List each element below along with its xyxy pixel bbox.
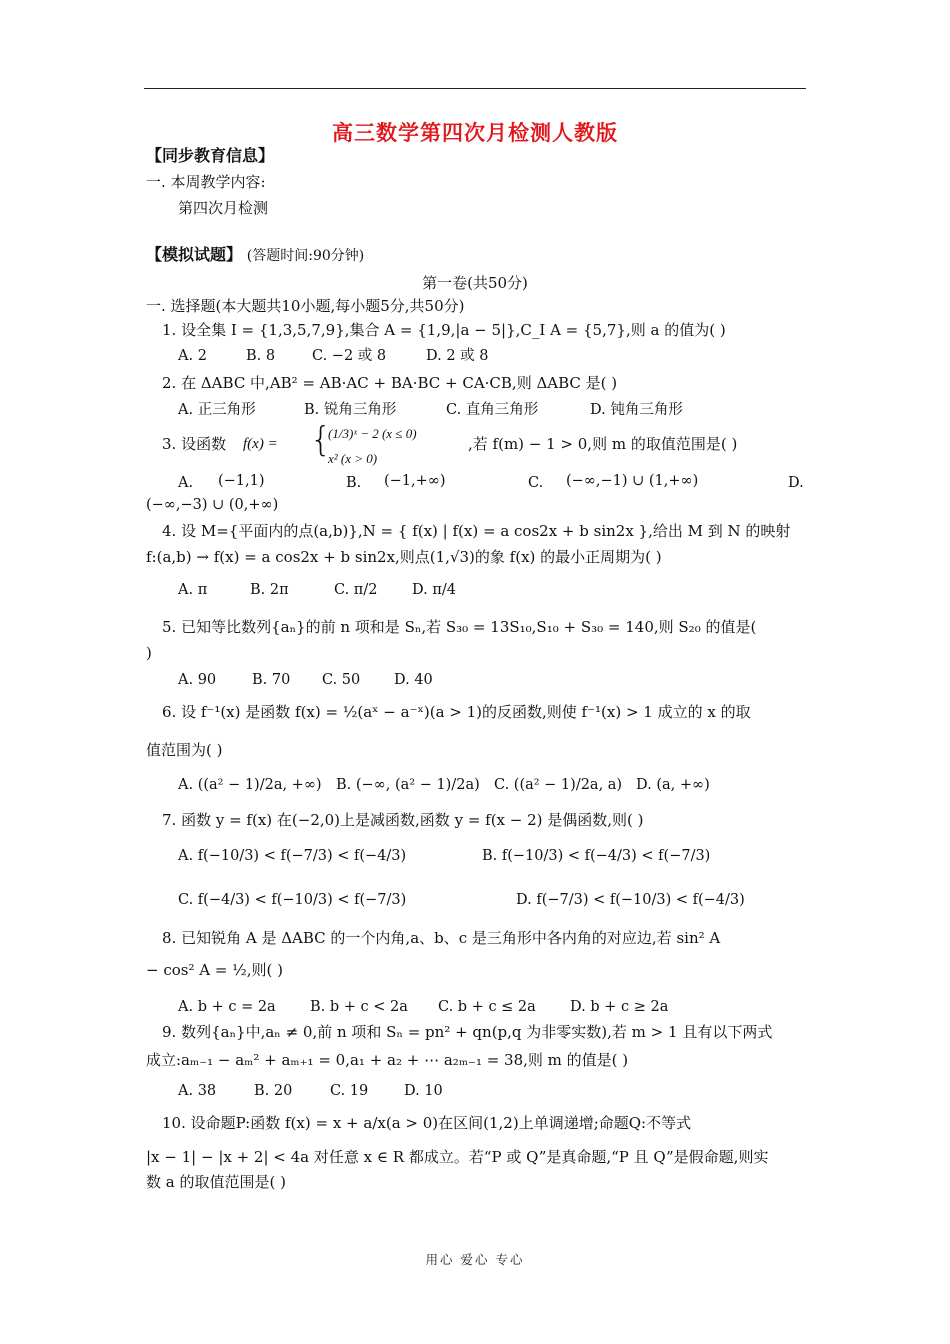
q9-option-d: D. 10: [404, 1083, 443, 1099]
q6-option-b: B. (−∞, (a² − 1)/2a): [336, 777, 480, 793]
question-8-line-1: 8. 已知锐角 A 是 ΔABC 的一个内角,a、b、c 是三角形中各内角的对应边,若 sin² A: [162, 929, 721, 947]
q6-option-a: A. ((a² − 1)/2a, +∞): [178, 777, 322, 793]
q5-option-d: D. 40: [394, 672, 433, 688]
question-5-line-1: 5. 已知等比数列{aₙ}的前 n 项和是 Sₙ,若 S₃₀ = 13S₁₀,S₁₀ + S₃₀ = 140,则 S₂₀ 的值是(: [162, 618, 757, 636]
question-1-stem: 1. 设全集 I = {1,3,5,7,9},集合 A = {1,9,|a − 5|},C_I A = {5,7},则 a 的值为( ): [162, 321, 726, 339]
q3-option-d-value: (−∞,−3) ∪ (0,+∞): [146, 497, 279, 513]
q6-option-c: C. ((a² − 1)/2a, a): [494, 777, 623, 793]
q7-option-b: B. f(−10/3) < f(−4/3) < f(−7/3): [482, 848, 711, 864]
question-4-line-2: f:(a,b) → f(x) = a cos2x + b sin2x,则点(1,√3)的象 f(x) 的最小正周期为( ): [146, 548, 662, 566]
question-3-suffix: ,若 f(m) − 1 > 0,则 m 的取值范围是( ): [468, 435, 738, 453]
q1-option-d: D. 2 或 8: [426, 348, 489, 364]
q4-option-a: A. π: [178, 582, 208, 598]
q3-option-c-label: C.: [528, 475, 544, 491]
question-5-line-2: ): [146, 644, 152, 662]
question-2-stem: 2. 在 ΔABC 中,AB² = AB·AC + BA·BC + CA·CB,则 ΔABC 是( ): [162, 374, 618, 392]
q7-option-c: C. f(−4/3) < f(−10/3) < f(−7/3): [178, 892, 407, 908]
question-3-prefix: 3. 设函数: [162, 435, 227, 453]
q6-option-d: D. (a, +∞): [636, 777, 710, 793]
exam-time-note: (答题时间:90分钟): [246, 248, 365, 264]
q9-option-c: C. 19: [330, 1083, 369, 1099]
q9-option-b: B. 20: [254, 1083, 293, 1099]
q1-option-c: C. −2 或 8: [312, 348, 387, 364]
q2-option-b: B. 锐角三角形: [304, 402, 397, 418]
q5-option-a: A. 90: [178, 672, 217, 688]
q8-option-d: D. b + c ≥ 2a: [570, 999, 669, 1015]
question-9-line-2: 成立:aₘ₋₁ − aₘ² + aₘ₊₁ = 0,a₁ + a₂ + ⋯ a₂ₘ₋₁ = 38,则 m 的值是( ): [146, 1051, 629, 1069]
q8-option-a: A. b + c = 2a: [178, 999, 276, 1015]
q5-option-b: B. 70: [252, 672, 291, 688]
q4-option-b: B. 2π: [250, 582, 289, 598]
q4-option-c: C. π/2: [334, 582, 378, 598]
header-rule: [144, 88, 806, 89]
q3-function-name: f(x) =: [243, 436, 278, 452]
section-heading-sync: 【同步教育信息】: [146, 146, 275, 165]
teaching-content-item: 一. 本周教学内容:: [146, 173, 266, 191]
q2-option-c: C. 直角三角形: [446, 402, 539, 418]
question-10-line-1: 10. 设命题P:函数 f(x) = x + a/x(a > 0)在区间(1,2)上单调递增;命题Q:不等式: [162, 1114, 692, 1132]
q7-option-a: A. f(−10/3) < f(−7/3) < f(−4/3): [178, 848, 407, 864]
q7-option-d: D. f(−7/3) < f(−10/3) < f(−4/3): [516, 892, 745, 908]
teaching-content-text: 第四次月检测: [178, 199, 269, 217]
q4-option-d: D. π/4: [412, 582, 456, 598]
volume-title: 第一卷(共50分): [422, 274, 528, 292]
q3-option-d-label: D.: [788, 475, 804, 491]
q8-option-c: C. b + c ≤ 2a: [438, 999, 536, 1015]
q3-option-a-value: (−1,1): [218, 473, 265, 489]
q3-option-a-label: A.: [178, 475, 194, 491]
question-8-line-2: − cos² A = ½,则( ): [146, 961, 283, 979]
question-10-line-3: 数 a 的取值范围是( ): [146, 1173, 286, 1191]
q3-case-2: x² (x > 0): [328, 451, 378, 466]
question-6-line-2: 值范围为( ): [146, 741, 223, 759]
q3-option-b-label: B.: [346, 475, 362, 491]
question-9-line-1: 9. 数列{aₙ}中,aₙ ≠ 0,前 n 项和 Sₙ = pn² + qn(p,q 为非零实数),若 m > 1 且有以下两式: [162, 1023, 773, 1041]
q3-brace: {: [310, 420, 332, 460]
q1-option-a: A. 2: [178, 348, 207, 364]
q3-option-c-value: (−∞,−1) ∪ (1,+∞): [566, 473, 699, 489]
q8-option-b: B. b + c < 2a: [310, 999, 408, 1015]
question-6-line-1: 6. 设 f⁻¹(x) 是函数 f(x) = ½(aˣ − a⁻ˣ)(a > 1)的反函数,则使 f⁻¹(x) > 1 成立的 x 的取: [162, 703, 751, 721]
q3-option-b-value: (−1,+∞): [384, 473, 446, 489]
q9-option-a: A. 38: [178, 1083, 217, 1099]
page-title: 高三数学第四次月检测人教版: [332, 120, 618, 145]
exam-heading: 【模拟试题】: [146, 245, 243, 264]
question-7-stem: 7. 函数 y = f(x) 在(−2,0)上是减函数,函数 y = f(x − 2) 是偶函数,则( ): [162, 811, 644, 829]
part-title: 一. 选择题(本大题共10小题,每小题5分,共50分): [146, 297, 465, 315]
q2-option-a: A. 正三角形: [178, 402, 256, 418]
question-10-line-2: |x − 1| − |x + 2| < 4a 对任意 x ∈ R 都成立。若“P 或 Q”是真命题,“P 且 Q”是假命题,则实: [146, 1148, 769, 1166]
question-4-line-1: 4. 设 M={平面内的点(a,b)},N = { f(x) | f(x) = a cos2x + b sin2x },给出 M 到 N 的映射: [162, 522, 791, 540]
q2-option-d: D. 钝角三角形: [590, 402, 683, 418]
q5-option-c: C. 50: [322, 672, 361, 688]
q1-option-b: B. 8: [246, 348, 276, 364]
q3-case-1: (1/3)ˣ − 2 (x ≤ 0): [328, 426, 417, 441]
section-heading-exam: [146, 245, 364, 266]
page-footer: 用心 爱心 专心: [425, 1252, 525, 1267]
